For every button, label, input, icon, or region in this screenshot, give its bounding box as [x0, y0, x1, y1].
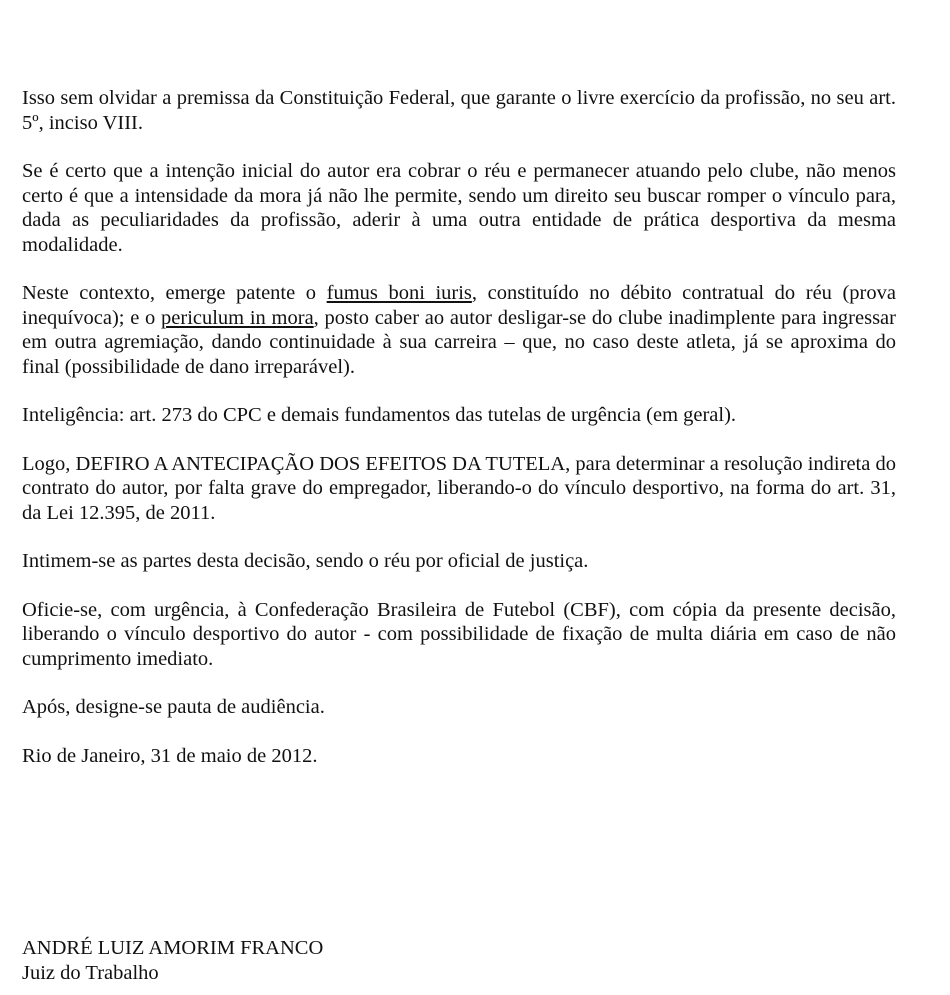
paragraph-constitution: Isso sem olvidar a premissa da Constituição Federal, que garante o livre exercício da profissão, no seu art. 5º, inciso VIII. [22, 87, 896, 134]
context-text-start: Neste contexto, emerge patente o [22, 282, 327, 304]
periculum-in-mora-term: periculum in mora [161, 306, 314, 329]
document-body [22, 86, 896, 768]
paragraph-context [22, 281, 896, 379]
context-text-end: , posto caber ao autor desligar-se do clube inadimplente para ingressar em outra agremiação, dando continuidade à sua carreira – que, no caso deste atleta, já se aproxima do final (possibilidade de dano irreparável). [22, 306, 896, 378]
fumus-boni-iuris-term: fumus boni iuris [326, 282, 472, 304]
paragraph-notify-parties: Intimem-se as partes desta decisão, sendo o réu por oficial de justiça. [22, 550, 589, 572]
paragraph-hearing: Após, designe-se pauta de audiência. [22, 696, 325, 718]
date-line: Rio de Janeiro, 31 de maio de 2012. [22, 744, 318, 767]
paragraph-intention: Se é certo que a intenção inicial do autor era cobrar o réu e permanecer atuando pelo clube, não menos certo é que a intensidade da mora já não lhe permite, sendo um direito seu buscar romper o vínculo para, dada as peculiaridades da profissão, aderir à uma outra entidade de prática desportiva da mesma modalidade. [22, 160, 896, 256]
signature-block [22, 936, 323, 985]
judge-name: ANDRÉ LUIZ AMORIM FRANCO [22, 937, 324, 959]
paragraph-legal-basis: Inteligência: art. 273 do CPC e demais fundamentos das tutelas de urgência (em geral). [22, 404, 737, 426]
context-text-middle: , constituído no débito contratual do réu (prova inequívoca); e o [22, 282, 896, 329]
paragraph-decision: Logo, DEFIRO A ANTECIPAÇÃO DOS EFEITOS DA TUTELA, para determinar a resolução indireta do contrato do autor, por falta grave do empregador, liberando-o do vínculo desportivo, na forma do art. 31, da Lei 12.395, de 2011. [22, 452, 896, 524]
judge-title: Juiz do Trabalho [22, 961, 159, 984]
paragraph-official-letter: Oficie-se, com urgência, à Confederação Brasileira de Futebol (CBF), com cópia da presente decisão, liberando o vínculo desportivo do autor - com possibilidade de fixação de multa diária em caso de não cumprimento imediato. [22, 598, 896, 670]
